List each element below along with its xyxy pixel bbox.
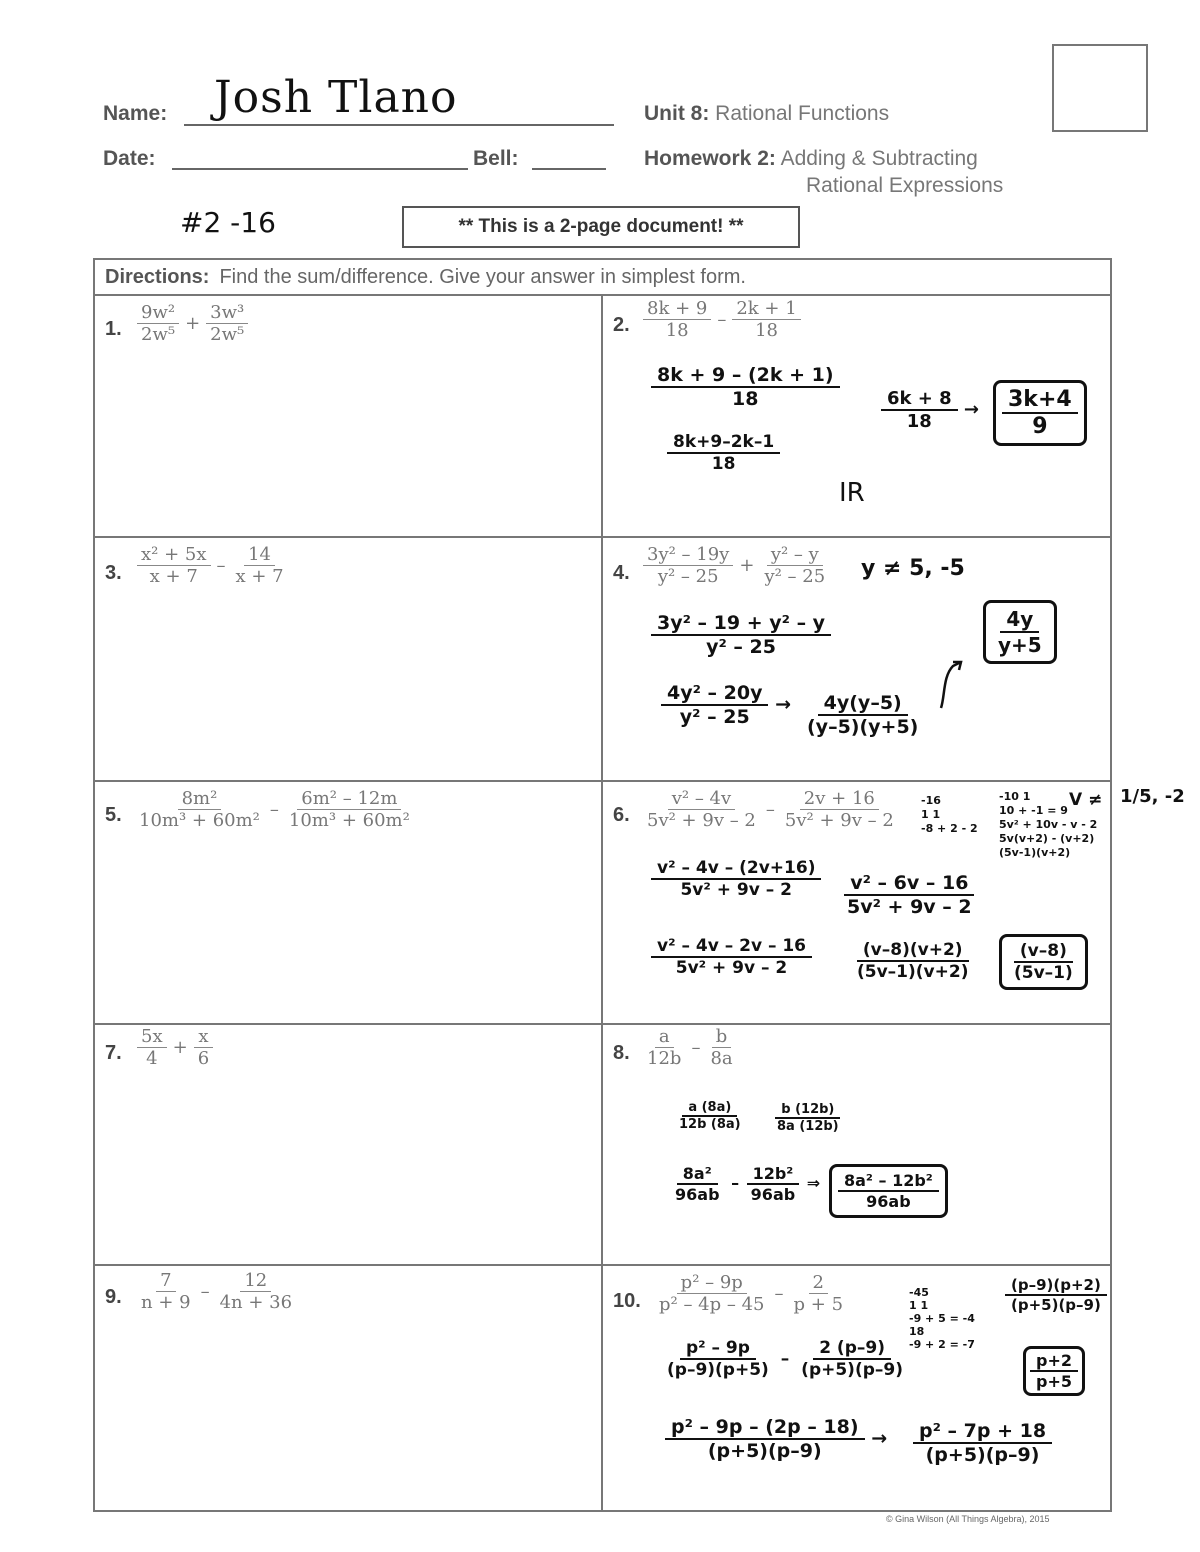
problem-5-number: 5. [105,804,122,826]
p7-term1-num: 5x [137,1026,167,1048]
p10-step4-num: p² – 7p + 18 [913,1420,1052,1444]
p10-work-step4 [913,1420,1052,1466]
problem-1-expression [133,302,252,345]
unit-heading [644,102,889,126]
p6-work-step3 [651,936,812,978]
problem-7-number: 7. [105,1042,122,1064]
p2-work-step2 [667,432,780,474]
p6-answer-num: (v–8) [1014,941,1073,963]
p10-side4: 18 [909,1325,925,1338]
p3-op: – [216,555,226,576]
p6-term1-num: v² – 4v [668,788,735,810]
p2-step2-num: 8k+9–2k–1 [667,432,780,454]
p8-op: – [691,1037,701,1058]
p10-step1-num: p² – 9p [680,1338,756,1360]
p4-term2-den: y² – 25 [764,566,826,587]
p6-side3: -8 + 2 - 2 [921,822,978,835]
p6-answer [999,934,1088,990]
p10-reduce-den: (p+5)(p–9) [1011,1296,1101,1314]
p10-step2-den: (p+5)(p–9) [801,1360,903,1380]
p6-side1: -16 [921,794,941,807]
p10-step4-den: (p+5)(p–9) [925,1444,1040,1466]
p4-term1-den: y² – 25 [657,566,719,587]
p10-op: – [774,1283,784,1304]
p5-term2-den: 10m³ + 60m² [288,810,410,831]
p6-work-step2 [841,872,978,918]
p8-step4-num: 12b² [747,1164,800,1185]
p6-term1-den: 5v² + 9v – 2 [647,810,756,831]
p4-work-step2 [661,682,791,728]
p8-step3-num: 8a² [677,1164,718,1185]
name-line [184,124,614,126]
p6-step1-num: v² – 4v – (2v+16) [651,858,821,880]
p10-term1-den: p² – 4p – 45 [659,1294,765,1315]
p4-work-step3 [801,692,924,738]
p4-work-step1 [651,612,831,658]
p8-step2-num: b (12b) [775,1102,840,1119]
p4-step2-num: 4y² – 20y [661,682,768,706]
problem-grid [93,258,1112,1512]
p10-term2-num: 2 [809,1272,828,1294]
p4-answer [983,600,1057,664]
unit-label: Unit 8: [644,102,710,125]
problem-10-number: 10. [613,1290,641,1312]
p10-answer-den: p+5 [1036,1372,1072,1391]
two-page-notice: ** This is a 2-page document! ** [402,206,800,248]
p4-term1-num: 3y² – 19y [643,544,733,566]
p6-work-step4 [851,940,974,982]
p4-term2-num: y² – y [767,544,823,566]
p8-answer-den: 96ab [866,1192,911,1211]
p10-side3: -9 + 5 = -4 [909,1312,975,1325]
p8-step1-den: 12b (8a) [679,1117,741,1132]
problem-6-expression [639,788,902,831]
p4-step1-den: y² – 25 [706,636,776,658]
homework-title-line1: Adding & Subtracting [780,147,978,170]
p8-term2-num: b [712,1026,732,1048]
p1-term2-num: 3w³ [206,302,248,324]
p2-mark: IR [839,478,865,508]
p2-term2-den: 18 [755,320,778,341]
date-label: Date: [103,147,156,170]
p8-step3-den: 96ab [675,1185,720,1204]
p9-term2-den: 4n + 36 [219,1292,293,1313]
problem-9-number: 9. [105,1286,122,1308]
directions-text: Find the sum/difference. Give your answer in simplest form. [219,265,746,288]
p3-term2-num: 14 [244,544,275,566]
p8-term2-den: 8a [710,1048,733,1069]
p6-step4-den: (5v–1)(v+2) [857,962,969,982]
row-divider-1 [95,536,1110,538]
p4-step3-num: 4y(y–5) [818,692,908,716]
p6-step4-num: (v–8)(v+2) [857,940,969,962]
p5-term1-num: 8m² [178,788,222,810]
p10-work-reduce [1005,1276,1107,1314]
p8-work-step2 [771,1102,845,1134]
problem-3-expression [133,544,292,587]
p4-restriction: y ≠ 5, -5 [861,556,965,581]
p1-op: + [185,313,201,334]
p10-reduce-num: (p–9)(p+2) [1005,1276,1107,1296]
p4-return-arrow [931,656,971,716]
p1-term1-den: 2w⁵ [141,324,176,345]
p10-term2-den: p + 5 [793,1294,844,1315]
p8-minus: – [731,1173,740,1193]
problem-10-expression [651,1272,851,1315]
p5-term1-den: 10m³ + 60m² [139,810,260,831]
p4-answer-den: y+5 [998,633,1042,657]
p6-margin-restriction: 1/5, -2 [1120,786,1185,807]
p2-step3-num: 6k + 8 [881,388,958,411]
p4-step3-den: (y–5)(y+5) [807,716,919,738]
problem-2-expression [639,298,805,341]
p2-work-step3 [881,388,979,432]
unit-title: Rational Functions [715,102,890,125]
p7-term2-num: x [194,1026,212,1048]
p1-term1-num: 9w² [137,302,179,324]
p8-step1-num: a (8a) [682,1100,737,1117]
p8-term1-den: 12b [647,1048,682,1069]
name-label: Name: [103,102,168,125]
p2-step3-den: 18 [906,411,932,432]
row-divider-2 [95,780,1110,782]
p10-side-work [909,1286,975,1351]
copyright: © Gina Wilson (All Things Algebra), 2015 [886,1514,1050,1524]
problem-4-expression [639,544,833,587]
p10-work-step3 [665,1416,887,1462]
p2-term1-den: 18 [665,320,689,341]
p8-work-step1 [673,1100,747,1132]
p8-answer [829,1164,948,1218]
p6-answer-den: (5v–1) [1014,963,1073,983]
p3-term2-den: x + 7 [235,566,284,587]
p2-answer-num: 3k+4 [1002,387,1078,414]
p7-op: + [172,1037,188,1058]
problem-6-number: 6. [613,804,630,826]
p4-arrow: → [775,693,792,716]
p5-op: – [269,799,279,820]
p8-answer-num: 8a² – 12b² [838,1171,939,1192]
date-line[interactable] [172,168,468,170]
homework-label: Homework 2: [644,147,776,170]
p10-step1-den: (p–9)(p+5) [667,1360,769,1380]
p10-answer [1023,1346,1085,1396]
directions-label: Directions: [105,265,210,288]
p10-step2-num: 2 (p–9) [813,1338,891,1360]
p1-term2-den: 2w⁵ [210,324,245,345]
p3-term1-den: x + 7 [149,566,198,587]
p10-step3-num: p² – 9p – (2p – 18) [665,1416,865,1440]
p10-answer-num: p+2 [1030,1351,1078,1372]
p8-step4-den: 96ab [750,1185,796,1204]
score-box[interactable] [1052,44,1148,132]
p10-work-step1 [661,1338,909,1380]
p6-step3-den: 5v² + 9v – 2 [675,958,788,978]
homework-title-line2: Rational Expressions [806,174,1004,197]
p6-side8: (5v-1)(v+2) [999,846,1071,859]
problem-4-number: 4. [613,562,630,584]
p9-op: – [200,1281,210,1302]
p2-step2-den: 18 [711,454,736,474]
p2-work-step1 [651,364,840,410]
row-divider-4 [95,1264,1110,1266]
p6-side5: 10 + -1 = 9 [999,804,1068,817]
p7-term1-den: 4 [146,1048,158,1069]
p4-answer-num: 4y [1000,607,1039,633]
p2-op: – [717,309,727,330]
p6-term2-den: 5v² + 9v – 2 [784,810,894,831]
p4-step1-num: 3y² – 19 + y² – y [651,612,831,636]
p2-term2-num: 2k + 1 [732,298,800,320]
p8-step2-den: 8a (12b) [777,1119,839,1134]
p10-step3-den: (p+5)(p–9) [707,1440,822,1462]
p8-arrow: ⇒ [806,1173,821,1193]
p8-work-step3 [669,1164,820,1204]
p10-side5: -9 + 2 = -7 [909,1338,975,1351]
problem-2-number: 2. [613,314,630,336]
assignment-note: #2 -16 [180,206,276,239]
p6-op: – [765,799,775,820]
p9-term2-num: 12 [240,1270,271,1292]
p6-side6: 5v² + 10v - v - 2 [999,818,1098,831]
problem-3-number: 3. [105,562,122,584]
problem-8-number: 8. [613,1042,630,1064]
p6-side4: -10 1 [999,790,1031,803]
row-divider-3 [95,1023,1110,1025]
problem-7-expression [133,1026,217,1069]
p4-op: + [739,555,755,576]
p2-step1-den: 18 [732,388,759,410]
bell-label: Bell: [473,147,519,170]
p2-answer-den: 9 [1032,414,1048,439]
p6-side-work-a [921,794,978,836]
p5-term2-num: 6m² – 12m [297,788,401,810]
problem-8-expression [639,1026,741,1069]
p10-side1: -45 [909,1286,929,1299]
p6-step2-num: v² – 6v – 16 [844,872,974,896]
bell-line[interactable] [532,168,606,170]
p4-step2-den: y² – 25 [679,706,750,728]
p7-term2-den: 6 [197,1048,210,1069]
p10-term1-num: p² – 9p [677,1272,747,1294]
p2-arrow: → [963,399,980,420]
p3-term1-num: x² + 5x [137,544,211,566]
p6-step2-den: 5v² + 9v – 2 [847,896,972,918]
p10-side2: 1 1 [909,1299,929,1312]
problem-9-expression [133,1270,300,1313]
p2-term1-num: 8k + 9 [643,298,711,320]
p8-term1-num: a [655,1026,674,1048]
p6-step3-num: v² – 4v – 2v – 16 [651,936,812,958]
p9-term1-num: 7 [156,1270,175,1292]
p6-side7: 5v(v+2) - (v+2) [999,832,1095,845]
p2-step1-num: 8k + 9 – (2k + 1) [651,364,840,388]
p6-step1-den: 5v² + 9v – 2 [680,880,792,900]
directions [95,260,1110,296]
p10-minus: – [780,1349,790,1369]
problem-5-expression [131,788,418,831]
p9-term1-den: n + 9 [141,1292,191,1313]
problem-1-number: 1. [105,318,122,340]
column-divider [601,296,603,1510]
student-name[interactable]: Josh Tlano [214,72,458,123]
p6-side2: 1 1 [921,808,941,821]
p6-restriction: V ≠ [1069,790,1103,810]
p10-arrow: → [871,1427,888,1450]
p2-answer [993,380,1087,446]
p6-work-step1 [651,858,821,900]
p6-term2-num: 2v + 16 [800,788,879,810]
homework-heading [644,147,978,171]
